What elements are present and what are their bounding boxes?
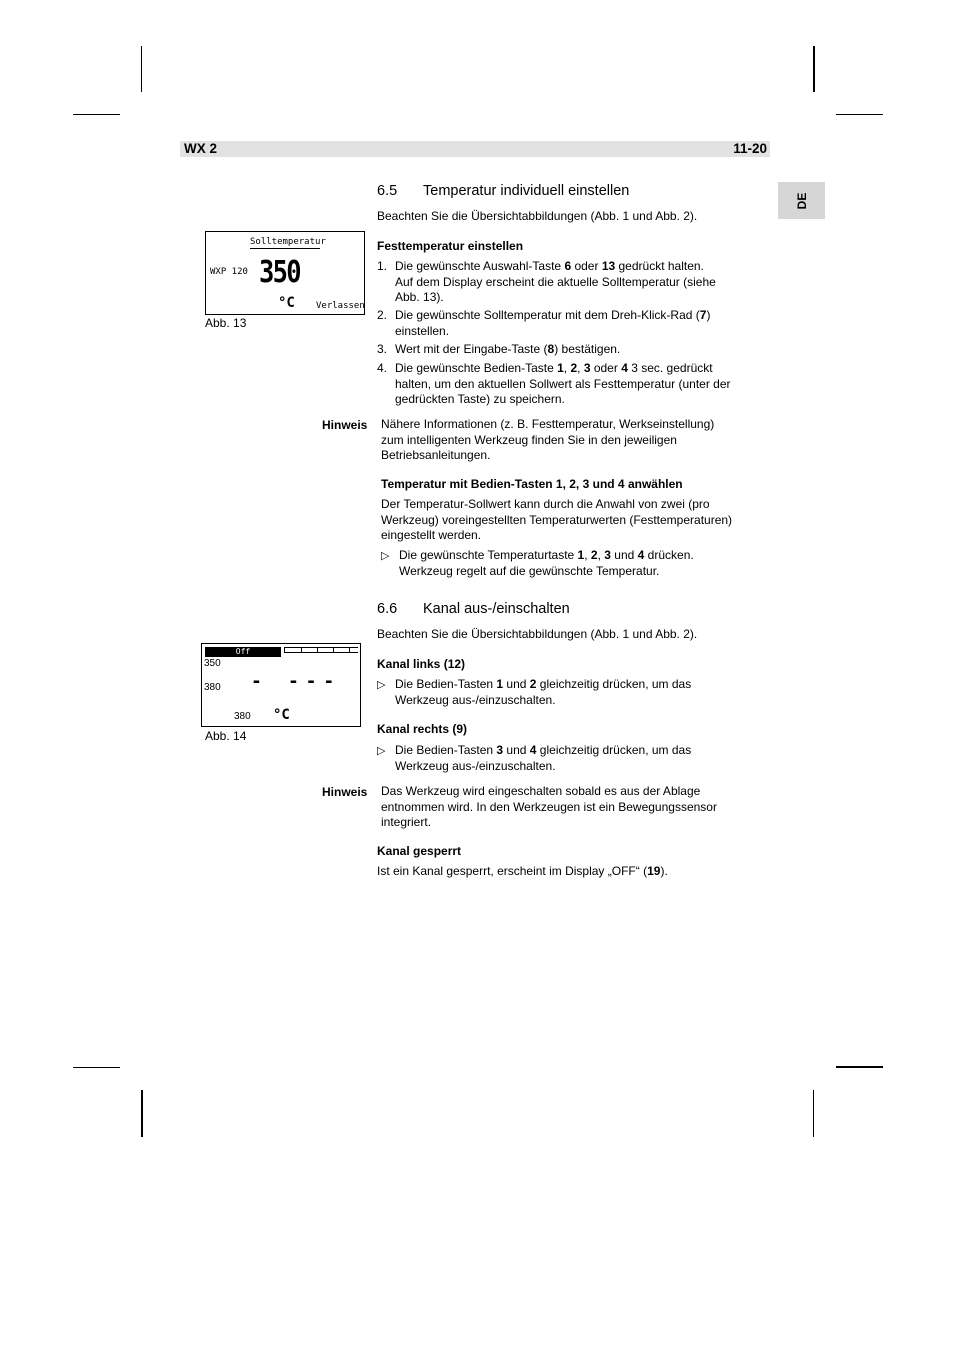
fixed-temperature-2: 380 — [204, 682, 221, 693]
display-temperature: 350 — [259, 255, 300, 290]
bullet-item — [377, 743, 762, 774]
list-text: Die gewünschte Solltemperatur mit dem Dreh-Klick-Rad (7) einstellen. — [395, 308, 711, 338]
bullet-text: Die gewünschte Temperaturtaste 1, 2, 3 und 4 drücken. Werkzeug regelt auf die gewünschte Temperatur. — [399, 548, 694, 578]
crop-mark — [836, 114, 883, 115]
section-number: 6.5 — [377, 183, 398, 199]
subheading-kanal-rechts: Kanal rechts (9) — [377, 722, 468, 736]
list-text: Die gewünschte Bedien-Taste 1, 2, 3 oder 4 3 sec. gedrückt halten, um den aktuellen Sollwert als Festtemperatur (unter der gedrückten Taste) zu speichern. — [395, 361, 731, 406]
display-figure-14 — [201, 643, 361, 727]
display-level-bar — [284, 647, 358, 653]
display-status-bar: Off — [205, 647, 281, 657]
display-dash-left: - — [251, 671, 262, 692]
page-header — [180, 141, 770, 157]
section-title: Temperatur individuell einstellen — [423, 183, 630, 199]
note-text: Das Werkzeug wird eingeschalten sobald es aus der Ablage entnommen wird. In den Werkzeugen ist ein Bewegungssensor integriert. — [381, 784, 717, 829]
crop-mark — [836, 1066, 883, 1068]
display-title: Solltemperatur — [250, 237, 326, 247]
paragraph: Ist ein Kanal gesperrt, erscheint im Display „OFF“ (19). — [377, 864, 668, 878]
display-setpoint: 380 — [234, 711, 251, 722]
section-number: 6.6 — [377, 601, 398, 617]
list-number: 4. — [377, 361, 388, 375]
list-item — [377, 361, 762, 408]
crop-mark — [73, 114, 120, 115]
crop-mark — [813, 46, 815, 92]
bullet-item — [381, 548, 766, 579]
note-label: Hinweis — [322, 418, 368, 432]
list-item — [377, 308, 762, 339]
language-label: DE — [794, 192, 809, 209]
subheading-kanal-gesperrt: Kanal gesperrt — [377, 844, 462, 858]
section-intro: Beachten Sie die Übersichtabbildungen (Abb. 1 und Abb. 2). — [377, 627, 698, 641]
subheading-bedien-tasten: Temperatur mit Bedien-Tasten 1, 2, 3 und 4 anwählen — [381, 477, 683, 491]
list-text: Die gewünschte Auswahl-Taste 6 oder 13 gedrückt halten. Auf dem Display erscheint die aktuelle Solltemperatur (siehe Abb. 13). — [395, 259, 716, 304]
crop-mark — [73, 1067, 120, 1068]
display-exit-label: Verlassen — [316, 301, 365, 311]
section-intro: Beachten Sie die Übersichtabbildungen (Abb. 1 und Abb. 2). — [377, 209, 698, 223]
document-title: WX 2 — [184, 141, 218, 156]
language-tab — [778, 182, 825, 219]
list-number: 3. — [377, 342, 388, 356]
section-heading-6-5 — [377, 183, 629, 199]
section-heading-6-6 — [377, 601, 570, 617]
page-number: 11-20 — [733, 141, 767, 156]
triangle-bullet-icon: ▷ — [377, 679, 386, 691]
subheading-kanal-links: Kanal links (12) — [377, 657, 466, 671]
display-dash-right: - - - — [288, 671, 333, 692]
bullet-item — [377, 677, 762, 708]
fixed-temperature-1: 350 — [204, 658, 221, 669]
crop-mark — [813, 1090, 814, 1137]
triangle-bullet-icon: ▷ — [377, 745, 386, 757]
crop-mark — [141, 1090, 143, 1137]
crop-mark — [141, 46, 142, 92]
note-label: Hinweis — [322, 785, 368, 799]
list-text: Wert mit der Eingabe-Taste (8) bestätigen. — [395, 342, 621, 356]
display-unit: °C — [278, 295, 295, 311]
list-number: 1. — [377, 259, 388, 273]
subheading-festtemperatur: Festtemperatur einstellen — [377, 239, 524, 253]
list-number: 2. — [377, 308, 388, 322]
display-figure-13 — [205, 231, 365, 315]
display-unit: °C — [273, 707, 290, 723]
list-item — [377, 259, 762, 306]
bullet-text: Die Bedien-Tasten 3 und 4 gleichzeitig drücken, um das Werkzeug aus-/einzuschalten. — [395, 743, 692, 773]
display-tool-name: WXP 120 — [210, 267, 248, 277]
figure-caption: Abb. 14 — [205, 729, 247, 743]
paragraph: Der Temperatur-Sollwert kann durch die Anwahl von zwei (pro Werkzeug) voreingestellten Temperaturwerten (Festtemperaturen) eingestellt werden. — [381, 497, 733, 542]
triangle-bullet-icon: ▷ — [381, 550, 390, 562]
bullet-text: Die Bedien-Tasten 1 und 2 gleichzeitig drücken, um das Werkzeug aus-/einzuschalten. — [395, 677, 692, 707]
figure-caption: Abb. 13 — [205, 316, 247, 330]
note-text: Nähere Informationen (z. B. Festtemperatur, Werkseinstellung) zum intelligenten Werkzeug finden Sie in den jeweiligen Betriebsanleitungen. — [381, 417, 715, 462]
section-title: Kanal aus-/einschalten — [423, 601, 570, 617]
list-item — [377, 342, 762, 358]
